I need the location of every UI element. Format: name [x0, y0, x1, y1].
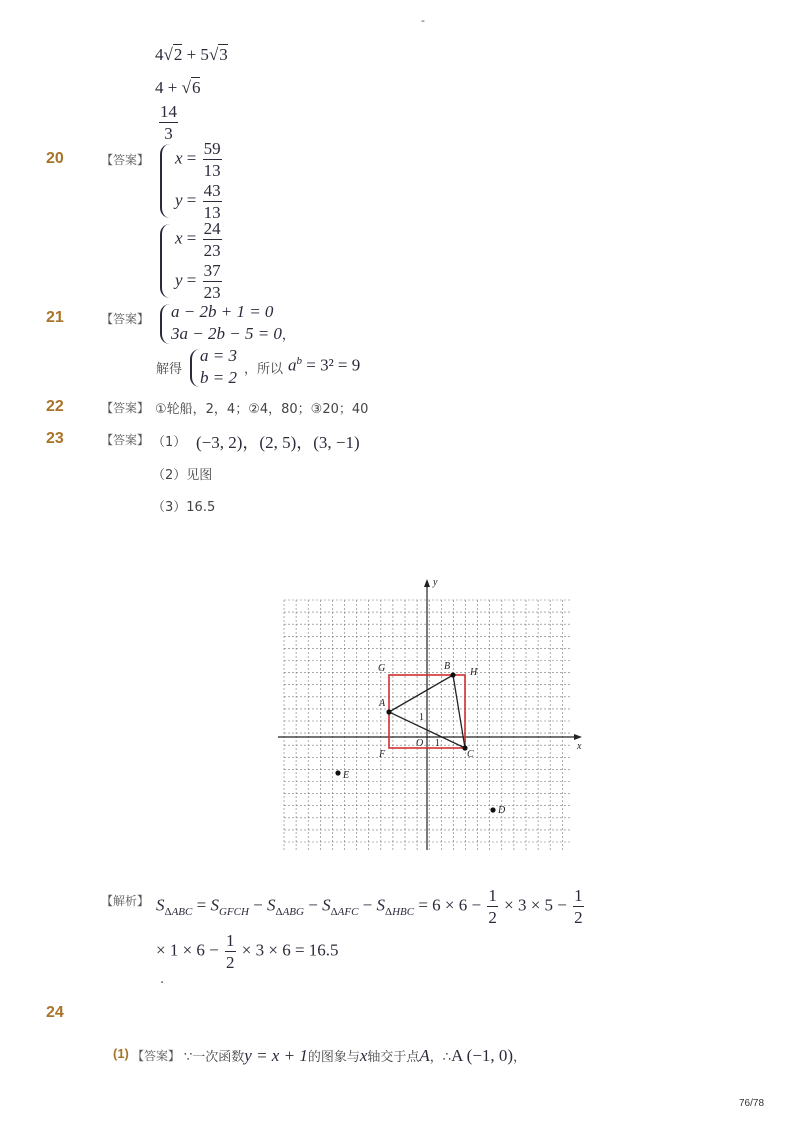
q20-sys1-x: x = $\frac{59}{13}$ — [175, 139, 221, 180]
label-one-y: 1 — [419, 712, 424, 723]
answer-line-sqrt-6: 4 + √6 — [155, 78, 201, 97]
question-number-21: 21 — [46, 309, 64, 326]
brace-q21-solution — [190, 349, 200, 387]
q23-part3: （3）16.5 — [152, 500, 216, 515]
q24-answer-line: ∵一次函数y = x + 1的图象与x轴交于点A，∴A (−1, 0)， — [184, 1046, 527, 1065]
question-number-24: 24 — [46, 1004, 64, 1021]
q20-sys2-y: y = $\frac{37}{23}$ — [175, 261, 221, 302]
analysis-line-1: $S_{\Delta ABC} = S_{GFCH} - S_{\Delta ABG} - S_{\Delta AFC} - S_{\Delta HBC} = 6 \times 6$ − $\frac{1}{2}$ × 3 × 5 − $\frac{1}{2}$ — [156, 886, 583, 927]
point-a — [386, 709, 391, 714]
q22-answer-text: ①轮船，2，4；②4，80；③20；40 — [155, 402, 369, 417]
point-e — [335, 770, 340, 775]
question-number-20: 20 — [46, 150, 64, 167]
answer-tag: 【答案】 — [101, 401, 150, 415]
q20-sys1-y: y = $\frac{43}{13}$ — [175, 181, 221, 222]
q21-sol2: b = 2 — [200, 368, 237, 387]
answer-tag: 【答案】 — [101, 312, 150, 326]
q21-eq1: a − 2b + 1 = 0 — [171, 302, 274, 321]
label-d: D — [498, 805, 506, 816]
label-e: E — [343, 770, 350, 781]
point-d — [490, 807, 495, 812]
y-axis-arrow — [424, 579, 430, 587]
question-number-23: 23 — [46, 430, 64, 447]
label-f: F — [379, 749, 386, 760]
q21-result: $a^b = 3^2 = 9$ — [288, 355, 361, 375]
question-number-22: 22 — [46, 398, 64, 415]
answer-tag: 【答案】 — [101, 153, 150, 167]
label-c: C — [467, 749, 474, 760]
q21-sol1: a = 3 — [200, 346, 237, 365]
label-one-x: 1 — [435, 738, 440, 749]
label-b: B — [444, 661, 451, 672]
analysis-tag: 【解析】 — [101, 894, 150, 908]
analysis-line-2: × 1 × 6 − $\frac{1}{2}$ × 3 × 6 = 16.5 — [156, 931, 339, 972]
q21-eq2: 3a − 2b − 5 = 0， — [171, 324, 295, 343]
answer-fraction-14-3: $\frac{14}{3}$ — [160, 102, 177, 143]
q24-part1-label: (1) — [113, 1046, 129, 1061]
q23-part1-label: （1） — [152, 435, 187, 450]
analysis-end: . — [160, 972, 165, 987]
label-origin: O — [416, 738, 424, 749]
q20-sys2-x: x = $\frac{24}{23}$ — [175, 219, 221, 260]
q21-therefore: ，所以 — [244, 362, 284, 377]
brace-system-2 — [160, 224, 170, 298]
x-axis-arrow — [574, 734, 582, 740]
brace-q21 — [160, 304, 170, 344]
header-mark: - — [421, 14, 425, 27]
answer-tag: 【答案】 — [132, 1049, 181, 1063]
brace-system-1 — [160, 144, 170, 218]
q23-part2: （2）见图 — [152, 468, 213, 483]
label-g: G — [378, 663, 386, 674]
answer-tag: 【答案】 — [101, 433, 150, 447]
label-a: A — [379, 698, 386, 709]
label-h: H — [470, 667, 478, 678]
coordinate-graph — [278, 575, 588, 855]
answer-line-sqrt-sum: 4√2 + 5√3 — [155, 45, 228, 64]
label-y: y — [433, 577, 438, 588]
q21-solve-label: 解得 — [156, 362, 183, 377]
page-number: 76/78 — [739, 1098, 765, 1109]
point-b — [450, 672, 455, 677]
label-x: x — [577, 741, 582, 752]
q23-part1-math: (−3, 2)，(2, 5)，(3, −1) — [196, 433, 360, 452]
